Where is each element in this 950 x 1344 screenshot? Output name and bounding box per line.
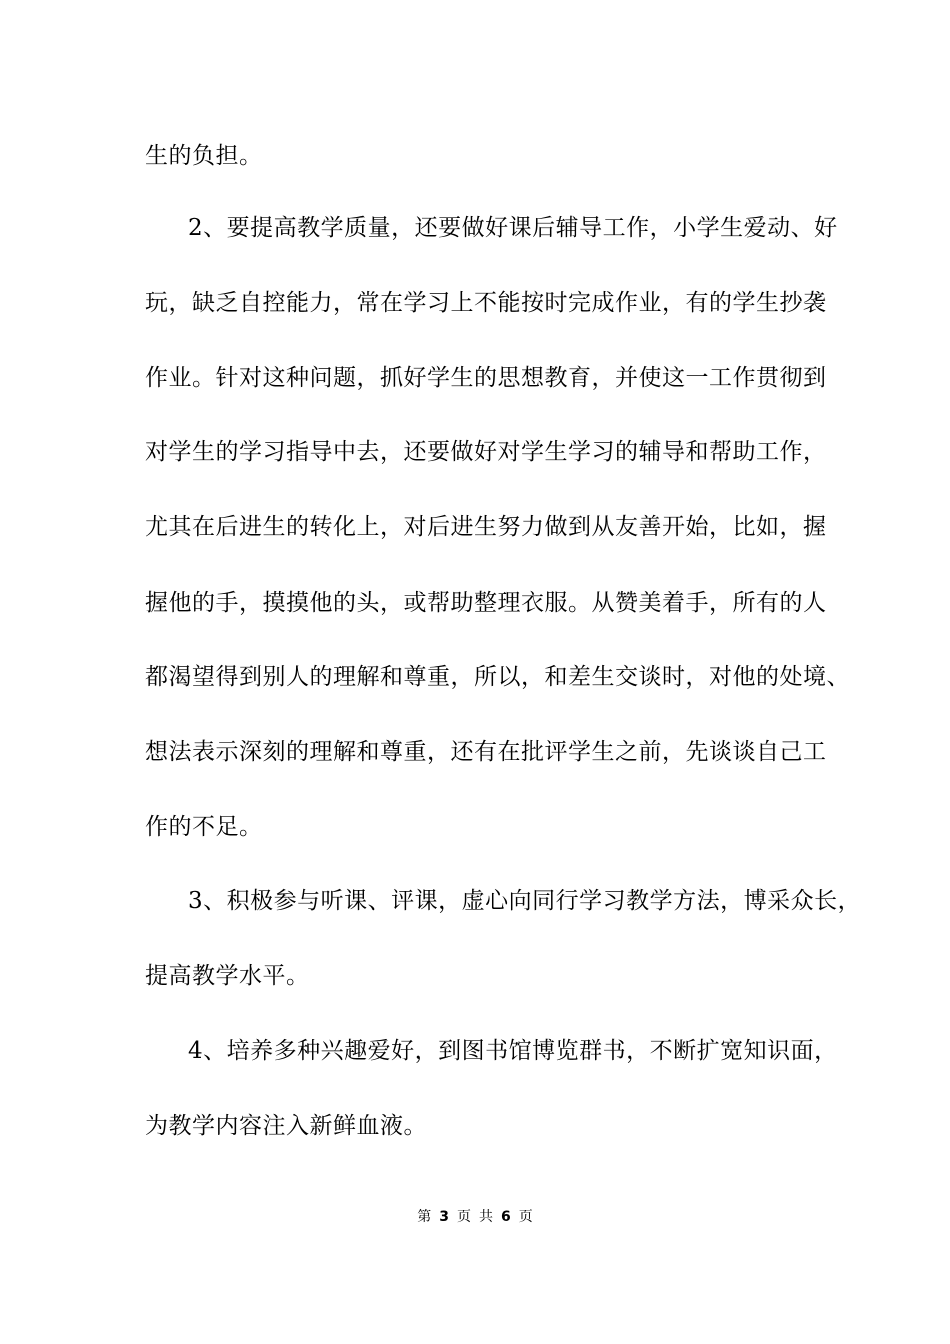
paragraph-2-line-6: 握他的手，摸摸他的头，或帮助整理衣服。从赞美着手，所有的人 bbox=[145, 590, 827, 616]
paragraph-2-line-4: 对学生的学习指导中去，还要做好对学生学习的辅导和帮助工作， bbox=[145, 439, 827, 465]
paragraph-2-line-5: 尤其在后进生的转化上，对后进生努力做到从友善开始，比如，握 bbox=[145, 514, 827, 540]
page-footer bbox=[0, 1208, 950, 1226]
paragraph-4-line-1: 4、培养多种兴趣爱好，到图书馆博览群书，不断扩宽知识面， bbox=[188, 1038, 838, 1064]
total-pages-number: 6 bbox=[501, 1209, 511, 1225]
paragraph-3-line-1: 3、积极参与听课、评课，虚心向同行学习教学方法，博采众长， bbox=[188, 888, 862, 914]
current-page-number: 3 bbox=[439, 1209, 449, 1225]
paragraph-2-line-3: 作业。针对这种问题，抓好学生的思想教育，并使这一工作贯彻到 bbox=[145, 365, 827, 391]
paragraph-4-line-2: 为教学内容注入新鲜血液。 bbox=[145, 1113, 427, 1139]
footer-total-word: 共 bbox=[479, 1209, 493, 1225]
paragraph-2-line-8: 想法表示深刻的理解和尊重，还有在批评学生之前，先谈谈自己工 bbox=[145, 739, 827, 765]
footer-suffix: 页 bbox=[518, 1209, 533, 1225]
paragraph-3-line-2: 提高教学水平。 bbox=[145, 963, 310, 989]
paragraph-2-line-2: 玩，缺乏自控能力，常在学习上不能按时完成作业，有的学生抄袭 bbox=[145, 290, 827, 316]
text-line-1: 生的负担。 bbox=[145, 143, 263, 169]
footer-prefix: 第 bbox=[417, 1209, 432, 1225]
paragraph-2-line-7: 都渴望得到别人的理解和尊重，所以，和差生交谈时，对他的处境、 bbox=[145, 664, 850, 690]
footer-page-word: 页 bbox=[457, 1209, 471, 1225]
paragraph-2-line-9: 作的不足。 bbox=[145, 814, 263, 840]
paragraph-2-line-1: 2、要提高教学质量，还要做好课后辅导工作，小学生爱动、好 bbox=[188, 215, 838, 241]
